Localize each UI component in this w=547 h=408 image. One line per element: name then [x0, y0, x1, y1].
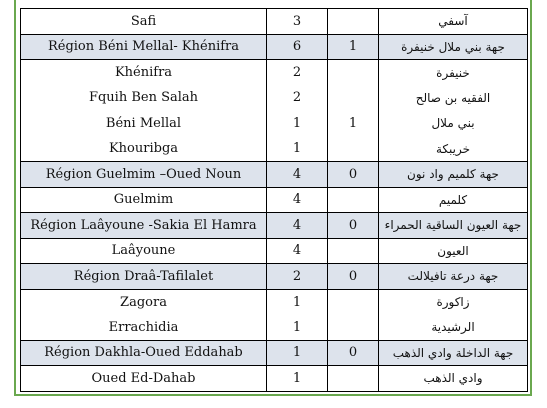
cell-french-name: Zagora: [21, 289, 267, 315]
cell-arabic-name: الرشيدية: [379, 315, 528, 341]
cell-count-secondary: [328, 85, 379, 111]
cell-arabic-name: زاكورة: [379, 289, 528, 315]
table-row-region: [21, 264, 528, 290]
table-row: [21, 60, 528, 86]
cell-arabic-name: جهة الداخلة وادي الذهب: [379, 340, 528, 366]
cell-count-secondary: [328, 289, 379, 315]
region-table-body: [21, 9, 528, 392]
cell-french-name: Errachidia: [21, 315, 267, 341]
cell-count: 1: [267, 289, 328, 315]
table-row: [21, 85, 528, 111]
table-row-region: [21, 213, 528, 239]
cell-count: 1: [267, 315, 328, 341]
table-row: [21, 238, 528, 264]
cell-count-secondary: [328, 187, 379, 213]
cell-count: 2: [267, 264, 328, 290]
cell-french-name: Région Laâyoune -Sakia El Hamra: [21, 213, 267, 239]
cell-arabic-name: جهة كلميم واد نون: [379, 162, 528, 188]
cell-count: 2: [267, 85, 328, 111]
cell-arabic-name: خنيفرة: [379, 60, 528, 86]
cell-french-name: Région Dakhla-Oued Eddahab: [21, 340, 267, 366]
table-row: [21, 111, 528, 137]
cell-french-name: Khénifra: [21, 60, 267, 86]
cell-arabic-name: جهة بني ملال خنيفرة: [379, 34, 528, 60]
table-row: [21, 315, 528, 341]
cell-count-secondary: 1: [328, 111, 379, 137]
table-row: [21, 187, 528, 213]
cell-count: 4: [267, 187, 328, 213]
cell-count-secondary: 0: [328, 213, 379, 239]
cell-arabic-name: خريبكة: [379, 136, 528, 162]
cell-count: 4: [267, 238, 328, 264]
cell-count-secondary: [328, 9, 379, 35]
cell-count: 6: [267, 34, 328, 60]
cell-arabic-name: جهة درعة تافيلالت: [379, 264, 528, 290]
cell-count: 1: [267, 366, 328, 392]
cell-count-secondary: [328, 238, 379, 264]
cell-count: 1: [267, 136, 328, 162]
cell-count-secondary: 0: [328, 340, 379, 366]
table-row-region: [21, 162, 528, 188]
table-row: [21, 136, 528, 162]
cell-count: 1: [267, 340, 328, 366]
cell-count-secondary: [328, 60, 379, 86]
cell-count: 2: [267, 60, 328, 86]
cell-french-name: Khouribga: [21, 136, 267, 162]
cell-french-name: Oued Ed-Dahab: [21, 366, 267, 392]
cell-count-secondary: 0: [328, 162, 379, 188]
table-row: [21, 366, 528, 392]
cell-count-secondary: 1: [328, 34, 379, 60]
cell-french-name: Safi: [21, 9, 267, 35]
cell-french-name: Région Guelmim –Oued Noun: [21, 162, 267, 188]
cell-count: 4: [267, 162, 328, 188]
cell-count-secondary: [328, 366, 379, 392]
cell-french-name: Laâyoune: [21, 238, 267, 264]
cell-arabic-name: وادي الذهب: [379, 366, 528, 392]
cell-count: 3: [267, 9, 328, 35]
cell-count: 4: [267, 213, 328, 239]
cell-arabic-name: الفقيه بن صالح: [379, 85, 528, 111]
cell-count-secondary: [328, 136, 379, 162]
table-row-region: [21, 340, 528, 366]
table-row: [21, 289, 528, 315]
cell-count-secondary: [328, 315, 379, 341]
cell-arabic-name: العيون: [379, 238, 528, 264]
table-row-region: [21, 34, 528, 60]
cell-french-name: Région Béni Mellal- Khénifra: [21, 34, 267, 60]
cell-french-name: Fquih Ben Salah: [21, 85, 267, 111]
cell-arabic-name: كلميم: [379, 187, 528, 213]
table-row: [21, 9, 528, 35]
cell-arabic-name: آسفي: [379, 9, 528, 35]
region-table: [20, 8, 528, 392]
cell-french-name: Béni Mellal: [21, 111, 267, 137]
cell-count-secondary: 0: [328, 264, 379, 290]
cell-french-name: Région Draâ-Tafilalet: [21, 264, 267, 290]
document-page: [14, 0, 532, 396]
cell-arabic-name: بني ملال: [379, 111, 528, 137]
cell-arabic-name: جهة العيون الساقية الحمراء: [379, 213, 528, 239]
cell-count: 1: [267, 111, 328, 137]
cell-french-name: Guelmim: [21, 187, 267, 213]
